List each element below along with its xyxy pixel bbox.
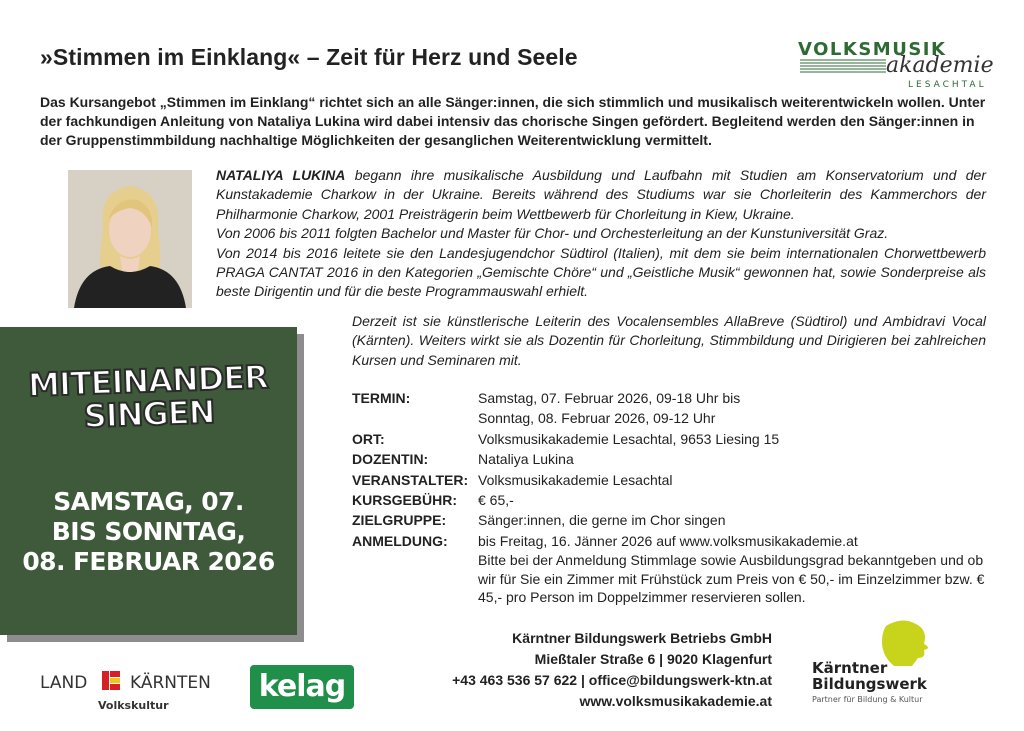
detail-zielgruppe (352, 510, 992, 530)
svg-text:KÄRNTEN: KÄRNTEN (130, 673, 211, 693)
zielgruppe-label: ZIELGRUPPE: (352, 512, 447, 529)
kursgebuehr-value: € 65,- (478, 492, 514, 509)
bio-paragraph-2: Von 2006 bis 2011 folgten Bachelor und Master für Chor- und Orchesterleitung an der Kunstuniversität Graz. (216, 225, 889, 242)
bio-name: NATALIYA LUKINA (216, 167, 346, 183)
bio-paragraph-3: Von 2014 bis 2016 leitete sie den Landesjugendchor Südtirol (Italien), mit dem sie beim internationalen Chorwettbewerb PRAGA CANTAT 2016 in den Kategorien „Gemischte Chöre“ und „Geistliche Musik“ gewonnen hat, sowie Sonderpreise als beste Dirigentin und für die beste Programmauswahl erhielt. (216, 244, 986, 300)
detail-dozentin (352, 449, 992, 469)
contact-address: Mießtaler Straße 6 | 9020 Klagenfurt (534, 651, 772, 667)
volksmusikakademie-logo (796, 38, 996, 90)
anmeldung-value: bis Freitag, 16. Jänner 2026 auf www.volksmusikakademie.at (478, 532, 858, 549)
svg-text:VOLKSMUSIK: VOLKSMUSIK (798, 39, 947, 60)
dozentin-value: Nataliya Lukina (478, 451, 574, 468)
detail-termin (352, 388, 992, 429)
date-line-3: 08. FEBRUAR 2026 (22, 547, 275, 576)
course-details (352, 388, 992, 607)
ort-value: Volksmusikakademie Lesachtal, 9653 Liesing 15 (478, 430, 780, 447)
event-dates (0, 487, 297, 577)
svg-text:Volkskultur: Volkskultur (98, 699, 169, 712)
termin-value-1: Samstag, 07. Februar 2026, 09-18 Uhr bis (478, 390, 741, 406)
detail-anmeldung (352, 531, 992, 607)
miteinander-singen-stamp (0, 357, 298, 436)
intro-text: Das Kursangebot „Stimmen im Einklang“ richtet sich an alle Sänger:innen, die sich stimmlich und musikalisch weiterentwickeln wollen. Unter der fachkundigen Anleitung von Nataliya Lukina wird dabei intensiv das chorische Singen gefördert. Begleitend werden den Sänger:innen in der Gruppenstimmbildung nachhaltige Möglichkeiten der gesanglichen Weiterentwicklung vermittelt. (40, 94, 986, 148)
portrait-photo (68, 170, 192, 308)
bio-paragraph-4: Derzeit ist sie künstlerische Leiterin des Vocalensembles AllaBreve (Südtirol) und Ambidravi Vocal (Kärnten). Weiters wirkt sie als Dozentin für Chorleitung, Stimmbildung und Dirigieren bei zahlreichen Kursen und Seminaren mit. (352, 313, 986, 368)
svg-text:akademie: akademie (886, 53, 994, 78)
svg-text:Partner für Bildung & Kultur: Partner für Bildung & Kultur (812, 695, 923, 704)
bio-paragraph-1: begann ihre musikalische Ausbildung und Laufbahn mit Studien am Konservatorium und der Kunstakademie Charkow in der Ukraine. Bereits während des Studiums war sie Chorleiterin des Kammerchors der Philharmonie Charkow, 2001 Preisträgerin beim Wettbewerb für Chorleitung in Kiew, Ukraine. (216, 167, 986, 222)
svg-text:LESACHTAL: LESACHTAL (908, 80, 987, 90)
stamp-line-1: MITEINANDER (27, 357, 269, 405)
anmeldung-note: Bitte bei der Anmeldung Stimmlage sowie Ausbildungsgrad bekanntgeben und ob wir für Sie ein Zimmer mit Frühstück zum Preis von € 50,- im Einzelzimmer bzw. € 45,- pro Person im Doppelzimmer reservieren sollen. (478, 552, 985, 606)
kelag-logo: kelag (250, 665, 354, 709)
kursgebuehr-label: KURSGEBÜHR: (352, 492, 457, 509)
date-line-1: SAMSTAG, 07. (53, 487, 244, 516)
svg-text:Kärntner: Kärntner (812, 659, 888, 677)
date-line-2: BIS SONNTAG, (51, 517, 246, 546)
veranstalter-label: VERANSTALTER: (352, 471, 469, 488)
detail-ort (352, 429, 992, 449)
stamp-line-2: SINGEN (83, 392, 215, 436)
contact-company: Kärntner Bildungswerk Betriebs GmbH (512, 630, 772, 646)
biography-text (216, 166, 986, 302)
termin-value-2: Sonntag, 08. Februar 2026, 09-12 Uhr (478, 410, 716, 427)
contact-phone-email: +43 463 536 57 622 | office@bildungswerk-ktn.at (452, 672, 772, 688)
detail-kursgebuehr (352, 490, 992, 510)
svg-text:LAND: LAND (40, 673, 88, 693)
ort-label: ORT: (352, 430, 385, 447)
svg-text:Bildungswerk: Bildungswerk (812, 675, 927, 693)
anmeldung-label: ANMELDUNG: (352, 532, 448, 549)
detail-veranstalter (352, 470, 992, 490)
zielgruppe-value: Sänger:innen, die gerne im Chor singen (478, 512, 726, 529)
page-title: »Stimmen im Einklang« – Zeit für Herz und Seele (40, 44, 578, 70)
veranstalter-value: Volksmusikakademie Lesachtal (478, 471, 673, 488)
contact-website: www.volksmusikakademie.at (579, 693, 772, 709)
land-kaernten-logo (40, 668, 240, 714)
termin-label: TERMIN: (352, 390, 411, 406)
dozentin-label: DOZENTIN: (352, 451, 429, 468)
contact-block (440, 628, 772, 712)
kaerntner-bildungswerk-logo (808, 618, 1008, 708)
